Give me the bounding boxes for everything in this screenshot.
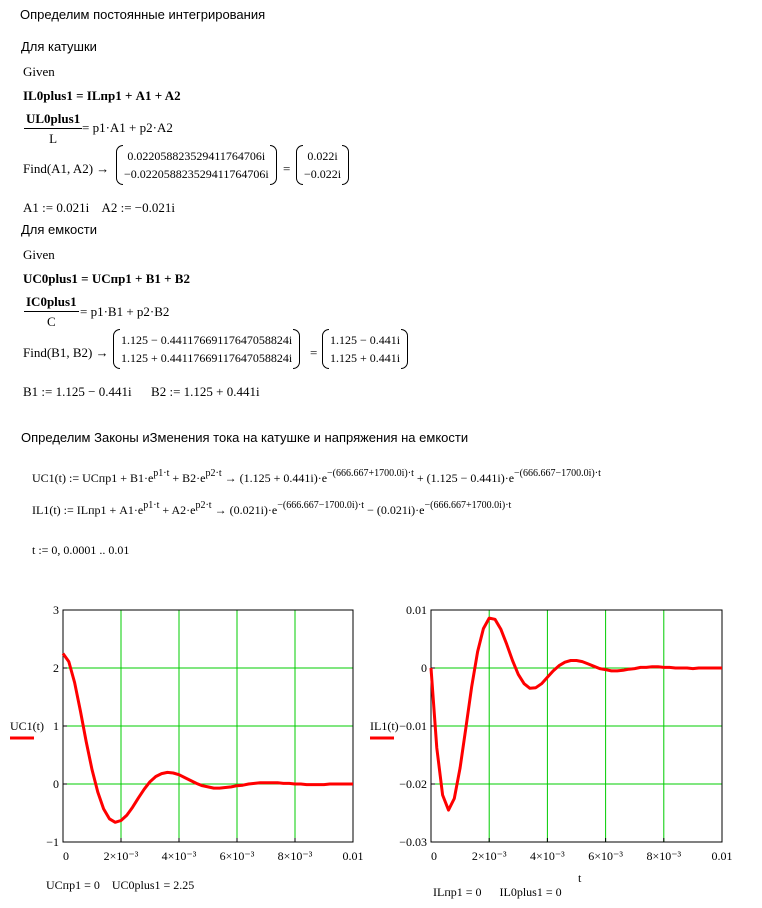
fraction-denominator: C: [46, 314, 56, 329]
y-axis-label: UC1(t): [10, 719, 44, 733]
fraction-denominator: L: [49, 131, 58, 146]
x-tick-label: 6×10⁻³: [588, 849, 623, 863]
y-tick-label: 0: [421, 661, 427, 675]
equation-il0plus[interactable]: IL0plus1 = ILпр1 + A1 + A2: [23, 88, 181, 103]
t-range-definition[interactable]: t := 0, 0.0001 .. 0.01: [32, 543, 130, 557]
y-tick-label: 1: [53, 719, 59, 733]
y-tick-label: −0.02: [399, 777, 427, 791]
matrix-cell: 1.125 − 0.44117669117647058824i: [121, 333, 293, 347]
x-tick-label: 2×10⁻³: [471, 849, 507, 863]
x-axis-label: t: [578, 871, 582, 885]
series-line: [431, 618, 722, 810]
find-b1b2-exact-matrix[interactable]: [113, 331, 300, 367]
y-tick-label: 0.01: [406, 603, 427, 617]
given-keyword-1[interactable]: Given: [23, 64, 55, 79]
charts-area: [0, 595, 762, 908]
matrix-cell: 1.125 + 0.441i: [330, 351, 401, 365]
x-tick-label: 8×10⁻³: [646, 849, 682, 863]
capacitor-title: Для емкости: [21, 222, 97, 237]
find-a1a2-exact-matrix[interactable]: [116, 147, 277, 183]
uc1-chart[interactable]: [10, 603, 364, 863]
y-tick-label: −0.03: [399, 835, 427, 849]
footer-il-values[interactable]: ILпр1 = 0 IL0plus1 = 0: [433, 885, 562, 899]
assign-a1-a2[interactable]: A1 := 0.021i A2 := −0.021i: [23, 200, 176, 215]
x-tick-label: 4×10⁻³: [530, 849, 565, 863]
matrix-cell: 0.022058823529411764706i: [127, 149, 266, 163]
series-line: [63, 654, 353, 823]
fraction-numerator: IC0plus1: [24, 294, 79, 312]
heading-laws: Определим Законы иЗменения тока на катушке и напряжения на емкости: [21, 430, 469, 445]
footer-uc-values[interactable]: UCпр1 = 0 UC0plus1 = 2.25: [46, 878, 195, 892]
x-tick-label: 0: [63, 849, 69, 863]
x-tick-label: 0: [431, 849, 437, 863]
y-tick-label: 2: [53, 661, 59, 675]
equals-sign: =: [283, 161, 291, 176]
y-tick-label: 0: [53, 777, 59, 791]
x-tick-label: 4×10⁻³: [161, 849, 197, 863]
x-tick-label: 6×10⁻³: [219, 849, 255, 863]
find-a1a2-approx-matrix[interactable]: [296, 147, 349, 183]
y-tick-label: −0.01: [399, 719, 427, 733]
matrix-cell: −0.022i: [304, 167, 342, 181]
x-tick-label: 0.01: [342, 849, 364, 863]
equation-uc0plus[interactable]: UC0plus1 = UCпр1 + B1 + B2: [23, 271, 190, 286]
fraction-ic0plus[interactable]: [24, 294, 79, 330]
heading-constants: Определим постоянные интегрирования: [20, 7, 266, 22]
fraction-numerator: UL0plus1: [24, 111, 82, 129]
x-tick-label: 8×10⁻³: [277, 849, 313, 863]
y-tick-label: −1: [46, 835, 59, 849]
x-tick-label: 2×10⁻³: [103, 849, 139, 863]
equals-sign: =: [310, 345, 318, 360]
y-axis-label: IL1(t): [370, 719, 399, 733]
matrix-cell: 1.125 − 0.441i: [330, 333, 401, 347]
find-b1b2-approx-matrix[interactable]: [322, 331, 408, 367]
assign-b1-b2[interactable]: B1 := 1.125 − 0.441i B2 := 1.125 + 0.441i: [23, 384, 260, 399]
fraction-ul0plus[interactable]: [24, 111, 82, 147]
find-a1a2-label[interactable]: Find(A1, A2) →: [23, 161, 110, 176]
coil-title: Для катушки: [21, 39, 97, 54]
find-b1b2-label[interactable]: Find(B1, B2) →: [23, 345, 109, 360]
matrix-cell: 0.022i: [307, 149, 338, 163]
equation-p1a1[interactable]: = p1·A1 + p2·A2: [82, 120, 173, 135]
uc1-definition[interactable]: UC1(t) := UCпр1 + $B1\cdot e^{p1\cdot t} + B2\cdot e^{p2\cdot t} \to (1.125 + 0.441i)\cdot e^{-(666.667+1700.0i)\cdot t} + (1.125 - 0.441i)\cdot e^{-(666.667-1700.0i)\cdot t}$: [32, 468, 601, 485]
x-tick-label: 0.01: [711, 849, 733, 863]
il1-chart[interactable]: [370, 603, 733, 885]
il1-definition[interactable]: IL1(t) := ILпр1 + $A1\cdot e^{p1\cdot t} + A2\cdot e^{p2\cdot t} \to (0.021i)\cdot e^{-(666.667-1700.0i)\cdot t} - (0.021i)\cdot e^{-(666.667+1700.0i)\cdot t}$: [32, 500, 512, 517]
equation-p1b1[interactable]: = p1·B1 + p2·B2: [80, 304, 170, 319]
matrix-cell: −0.022058823529411764706i: [124, 167, 269, 181]
y-tick-label: 3: [53, 603, 59, 617]
given-keyword-2[interactable]: Given: [23, 247, 55, 262]
matrix-cell: 1.125 + 0.44117669117647058824i: [121, 351, 293, 365]
